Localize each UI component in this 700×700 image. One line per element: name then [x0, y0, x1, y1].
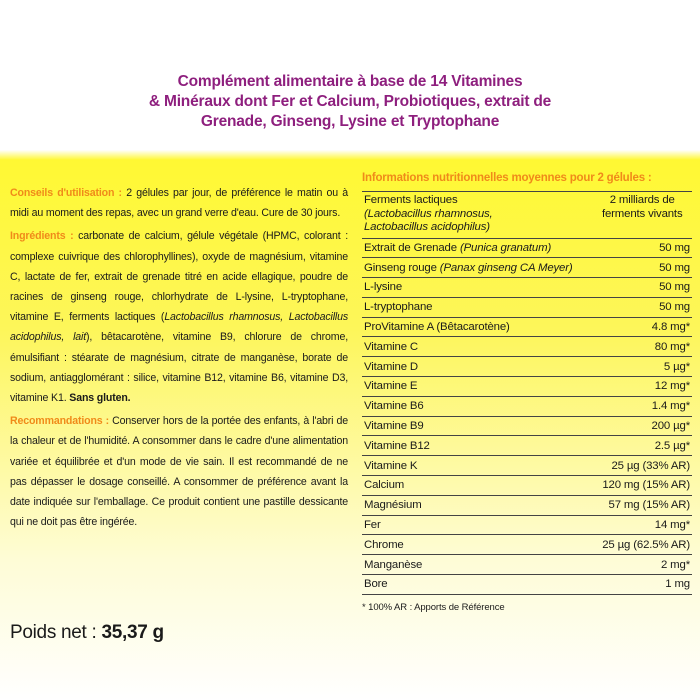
- nutrient-name: [362, 555, 592, 575]
- table-row: [362, 495, 692, 515]
- nutrient-value: 50 mg: [592, 297, 692, 317]
- ingredients-label: Ingrédients :: [10, 230, 74, 243]
- nutrient-name: [362, 357, 592, 377]
- nutrition-table: [362, 191, 692, 595]
- nutrient-name-text: L-lysine: [364, 281, 403, 294]
- nutrient-name-text: Magnésium: [364, 499, 422, 512]
- nutrient-value: 14 mg*: [592, 515, 692, 535]
- nutrient-name: [362, 192, 592, 239]
- nutrient-name-text: Vitamine K: [364, 459, 418, 472]
- nutrient-value: 120 mg (15% AR): [592, 476, 692, 496]
- usage-section: [10, 183, 348, 223]
- nutrient-value: 25 µg (33% AR): [592, 456, 692, 476]
- nutrient-latin: (Punica granatum): [459, 241, 552, 254]
- nutrient-latin: (Panax ginseng CA Meyer): [439, 261, 573, 274]
- recommendations-text: Conserver hors de la portée des enfants, à l'abri de la chaleur et de l'humidité. A consommer dans le cadre d'une alimentation variée et équilibrée et d'un mode de vie sain. Il est recommandé de ne pas dépasser le dosage conseillé. A consommer de préférence avant la date indiquée sur l'emballage. Ce produit contient une pastille dessicante qui ne doit pas être ingérée.: [10, 415, 348, 529]
- table-row: [362, 396, 692, 416]
- product-title: [0, 72, 700, 132]
- table-row: [362, 555, 692, 575]
- nutrient-name-text: Fer: [364, 519, 381, 532]
- nutrient-name-text: ProVitamine A (Bêtacarotène): [364, 321, 510, 334]
- nutrient-latin: (Lactobacillus rhamnosus,: [364, 207, 493, 220]
- nutrient-name-text: Manganèse: [364, 558, 423, 571]
- nutrient-value: [592, 192, 692, 239]
- usage-label: Conseils d'utilisation :: [10, 187, 122, 199]
- ingredients-text: carbonate de calcium, gélule végétale (HPMC, colorant : complexe cuivrique des chlorophyllines), oxyde de magnésium, vitamine C, lactate de fer, extrait de grenade titré en acide ellagique, poudre de racines de ginseng rouge, chlorhydrate de L-lysine, L-tryptophane, vitamine E, ferments lactiques (: [10, 230, 348, 324]
- net-weight-value: 35,37 g: [101, 622, 164, 643]
- nutrition-heading: Informations nutritionnelles moyennes pour 2 gélules :: [362, 172, 652, 184]
- table-row: [362, 357, 692, 377]
- table-row: [362, 515, 692, 535]
- nutrient-value: 80 mg*: [592, 337, 692, 357]
- nutrient-value: 1 mg: [592, 575, 692, 595]
- nutrient-name-text: Vitamine C: [364, 340, 419, 353]
- net-weight-label: Poids net :: [10, 622, 97, 643]
- nutrient-name-text: Vitamine D: [364, 360, 419, 373]
- nutrient-name-text: L-tryptophane: [364, 301, 433, 314]
- nutrient-name: [362, 238, 592, 258]
- net-weight: [10, 622, 164, 644]
- nutrient-value-text: 2 milliards de: [609, 194, 675, 206]
- nutrient-name: [362, 495, 592, 515]
- footnote: * 100% AR : Apports de Référence: [362, 601, 505, 613]
- nutrient-value: 57 mg (15% AR): [592, 495, 692, 515]
- ingredients-section: [10, 226, 348, 408]
- nutrient-value: 25 µg (62.5% AR): [592, 535, 692, 555]
- table-row: [362, 337, 692, 357]
- table-row: [362, 476, 692, 496]
- nutrient-value: 50 mg: [592, 278, 692, 298]
- table-row: [362, 317, 692, 337]
- nutrient-name: [362, 456, 592, 476]
- nutrient-name: [362, 476, 592, 496]
- table-row: [362, 192, 692, 239]
- table-row: [362, 436, 692, 456]
- table-row: [362, 377, 692, 397]
- nutrient-name-text: Vitamine E: [364, 380, 418, 393]
- nutrient-name: [362, 337, 592, 357]
- nutrient-value: 50 mg: [592, 238, 692, 258]
- nutrient-name: [362, 258, 592, 278]
- nutrient-value: 2 mg*: [592, 555, 692, 575]
- nutrient-value: 5 µg*: [592, 357, 692, 377]
- nutrient-name: [362, 297, 592, 317]
- nutrient-name-text: Extrait de Grenade: [364, 241, 460, 254]
- nutrient-value: 12 mg*: [592, 377, 692, 397]
- nutrient-name-text: Ferments lactiques: [364, 194, 458, 206]
- nutrient-value: 200 µg*: [592, 416, 692, 436]
- nutrient-name-text: Calcium: [364, 479, 405, 492]
- nutrient-name-text: Vitamine B6: [364, 400, 424, 413]
- ingredients-italic: Lactobacillus rhamnosus, Lactobacillus acidophilus, lait: [10, 311, 348, 344]
- title-line: Grenade, Ginseng, Lysine et Tryptophane: [200, 113, 500, 130]
- recommendations-label: Recommandations :: [10, 415, 110, 428]
- title-line: & Minéraux dont Fer et Calcium, Probiotiques, extrait de: [148, 93, 552, 110]
- nutrient-name-text: Chrome: [364, 538, 404, 551]
- nutrient-name: [362, 377, 592, 397]
- nutrient-name-text: Ginseng rouge: [364, 261, 440, 274]
- table-row: [362, 535, 692, 555]
- nutrient-name-text: Vitamine B12: [364, 439, 430, 452]
- nutrient-name: [362, 535, 592, 555]
- nutrition-panel: [362, 170, 692, 613]
- table-row: [362, 575, 692, 595]
- table-row: [362, 416, 692, 436]
- gluten-free-note: Sans gluten.: [69, 392, 131, 405]
- table-row: [362, 258, 692, 278]
- table-row: [362, 456, 692, 476]
- nutrient-value: 2.5 µg*: [592, 436, 692, 456]
- nutrient-value: 1.4 mg*: [592, 396, 692, 416]
- table-row: [362, 238, 692, 258]
- nutrient-name: [362, 575, 592, 595]
- recommendations-section: [10, 411, 348, 532]
- nutrient-name: [362, 396, 592, 416]
- nutrient-value: 4.8 mg*: [592, 317, 692, 337]
- ingredients-text-2: ), bêtacarotène, vitamine B9, chlorure de chrome, émulsifiant : stéarate de magnésium, citrate de manganèse, borate de sodium, antiagglomérant : silice, vitamine B12, vitamine B6, vitamine D3, vitamine K1.: [10, 331, 348, 405]
- product-info-text: [10, 183, 348, 535]
- nutrient-name-text: Bore: [364, 578, 388, 591]
- nutrient-name: [362, 515, 592, 535]
- table-row: [362, 297, 692, 317]
- nutrient-name-text: Vitamine B9: [364, 420, 424, 433]
- title-line: Complément alimentaire à base de 14 Vitamines: [177, 73, 523, 90]
- nutrient-name: [362, 416, 592, 436]
- nutrient-name: [362, 278, 592, 298]
- nutrient-name: [362, 317, 592, 337]
- usage-text: 2 gélules par jour, de préférence le matin ou à midi au moment des repas, avec un grand verre d'eau. Cure de 30 jours.: [10, 187, 348, 220]
- nutrient-name: [362, 436, 592, 456]
- table-row: [362, 278, 692, 298]
- nutrient-latin: Lactobacillus acidophilus): [364, 221, 490, 233]
- nutrient-value: 50 mg: [592, 258, 692, 278]
- nutrient-value-text: ferments vivants: [601, 207, 683, 220]
